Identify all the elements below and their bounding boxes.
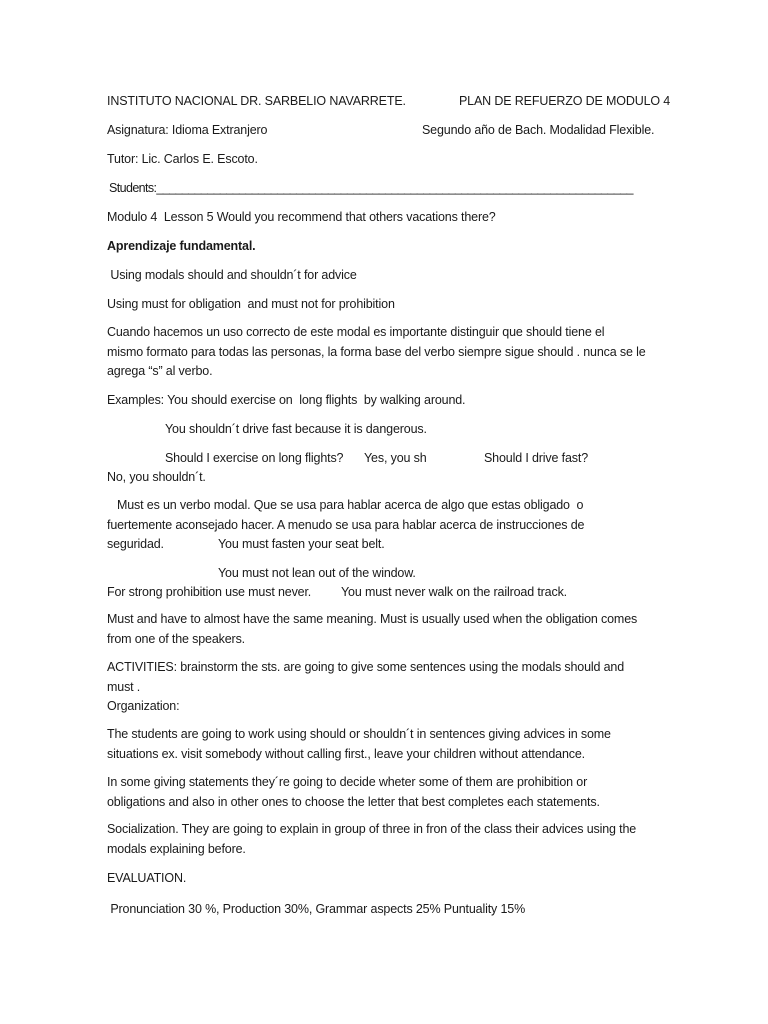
students-line: Students:___________________________________________________________________________	[109, 181, 633, 195]
must-explanation-1: Must es un verbo modal. Que se usa para hablar acerca de algo que estas obligado o	[107, 498, 584, 512]
example-line-1: Examples: You should exercise on long flights by walking around.	[107, 393, 466, 407]
must-explanation-2: fuertemente aconsejado hacer. A menudo se usa para hablar acerca de instrucciones de	[107, 518, 585, 532]
statements-paragraph: In some giving statements they´re going to decide wheter some of them are prohibition or obligations and also in other ones to choose the letter that best completes each statements.	[107, 775, 600, 809]
must-explanation-3: seguridad.	[107, 537, 164, 551]
example-answer-1: Yes, you sh	[364, 451, 427, 465]
socialization-paragraph: Socialization. They are going to explain in group of three in fron of the class their advices using the modals explaining before.	[107, 822, 637, 856]
example-line-2: You shouldn´t drive fast because it is dangerous.	[165, 422, 427, 436]
lesson-title: Modulo 4 Lesson 5 Would you recommend that others vacations there?	[107, 210, 496, 224]
objective-must: Using must for obligation and must not for prohibition	[107, 297, 395, 311]
prohibition-example: You must never walk on the railroad track.	[341, 585, 567, 599]
must-have-paragraph: Must and have to almost have the same meaning. Must is usually used when the obligation comes from one of the speakers.	[107, 612, 638, 646]
grade-line: Segundo año de Bach. Modalidad Flexible.	[422, 123, 655, 137]
work-paragraph: The students are going to work using should or shouldn´t in sentences giving advices in some situations ex. visit somebody without calling first., leave your children without attendance.	[107, 727, 611, 761]
tutor-line: Tutor: Lic. Carlos E. Escoto.	[107, 152, 258, 166]
evaluation-criteria: Pronunciation 30 %, Production 30%, Grammar aspects 25% Puntuality 15%	[107, 902, 526, 916]
fundamental-title: Aprendizaje fundamental.	[107, 239, 256, 253]
evaluation-title: EVALUATION.	[107, 871, 187, 885]
must-example-2: You must not lean out of the window.	[218, 566, 416, 580]
subject-line: Asignatura: Idioma Extranjero	[107, 123, 268, 137]
plan-title: PLAN DE REFUERZO DE MODULO 4	[459, 94, 671, 108]
should-explanation: Cuando hacemos un uso correcto de este modal es importante distinguir que should tiene el mismo formato para todas las personas, la forma base del verbo siempre sigue should . nunca se le agrega “s” al verbo.	[107, 325, 646, 378]
activities-paragraph: ACTIVITIES: brainstorm the sts. are going to give some sentences using the modals should and must .	[107, 660, 625, 694]
prohibition-line: For strong prohibition use must never.	[107, 585, 312, 599]
must-example-1: You must fasten your seat belt.	[218, 537, 385, 551]
institute-name: INSTITUTO NACIONAL DR. SARBELIO NAVARRETE.	[107, 94, 406, 108]
organization-title: Organization:	[107, 699, 180, 713]
objective-should: Using modals should and shouldn´t for advice	[107, 268, 357, 282]
example-answer-2: No, you shouldn´t.	[107, 470, 206, 484]
example-question-1: Should I exercise on long flights?	[165, 451, 344, 465]
example-question-2: Should I drive fast?	[484, 451, 589, 465]
